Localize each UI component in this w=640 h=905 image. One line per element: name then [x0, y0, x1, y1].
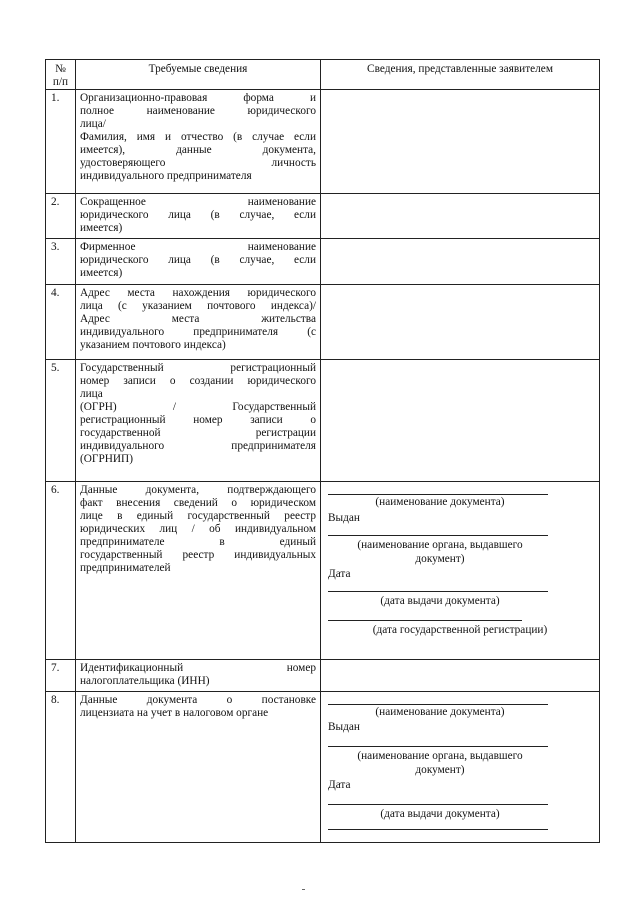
table-header-row [46, 60, 600, 90]
table-row [46, 482, 600, 660]
row-required-text [76, 692, 321, 843]
row-required-text [76, 360, 321, 482]
required-text-line: налогоплательщика (ИНН) [80, 675, 210, 687]
required-text-line: лицензиата на учет в налоговом органе [80, 707, 269, 719]
required-text-line: номер записи о создании юридического [80, 375, 316, 387]
required-text-line: государственный реестр индивидуальных [80, 549, 316, 561]
issue-date-line[interactable] [328, 591, 548, 592]
required-text-line: Адрес места жительства [80, 313, 316, 325]
table-row [46, 90, 600, 194]
row-number: 3. [46, 239, 76, 285]
date-label: Дата [328, 779, 351, 791]
required-text-line: удостоверяющего личность [80, 157, 316, 169]
required-text-line: лице в единый государственный реестр [80, 510, 316, 522]
row-answer-cell[interactable] [321, 660, 600, 692]
doc-name-line[interactable] [328, 704, 548, 705]
row-answer-cell[interactable] [321, 285, 600, 360]
required-text-line: юридического лица (в случае, если [80, 254, 316, 266]
issued-label: Выдан [328, 721, 360, 733]
required-text-line: Фамилия, имя и отчество (в случае если [80, 131, 316, 143]
required-text-line: индивидуального предпринимателя (с [80, 326, 316, 338]
required-text-line: регистрационный номер записи о [80, 414, 316, 426]
table-row [46, 194, 600, 239]
required-text-line: Организационно-правовая форма и [80, 92, 316, 104]
requirements-table [45, 59, 600, 843]
row-required-text [76, 482, 321, 660]
row-required-text [76, 90, 321, 194]
table-row [46, 360, 600, 482]
row-answer-cell[interactable] [321, 482, 600, 660]
required-text-line: Данные документа о постановке [80, 694, 316, 706]
issuer-caption-1: (наименование органа, выдавшего [357, 539, 523, 551]
row-number: 6. [46, 482, 76, 660]
registration-date-line[interactable] [328, 620, 522, 621]
issue-date-caption: (дата выдачи документа) [380, 808, 500, 820]
header-required-info: Требуемые сведения [76, 60, 321, 90]
doc-name-caption: (наименование документа) [375, 706, 505, 718]
row-required-text [76, 239, 321, 285]
required-text-line: предпринимателей [80, 562, 171, 574]
required-text-line: указанием почтового индекса) [80, 339, 226, 351]
required-text-line: имеется) [80, 222, 123, 234]
doc-name-line[interactable] [328, 494, 548, 495]
required-text-line: (ОГРН) / Государственный [80, 401, 316, 413]
row-answer-cell[interactable] [321, 239, 600, 285]
header-num-line1: № [55, 63, 66, 75]
issuer-line[interactable] [328, 535, 548, 536]
issue-date-line[interactable] [328, 804, 548, 805]
row-answer-cell[interactable] [321, 194, 600, 239]
required-text-line: (ОГРНИП) [80, 453, 133, 465]
required-text-line: предпринимателе в единый [80, 536, 316, 548]
required-text-line: факт внесения сведений о юридическом [80, 497, 316, 509]
extra-line[interactable] [328, 829, 548, 830]
table-row [46, 660, 600, 692]
required-text-line: лица/ [80, 118, 106, 130]
page-mark [302, 889, 305, 890]
issuer-line[interactable] [328, 746, 548, 747]
issue-date-caption: (дата выдачи документа) [380, 595, 500, 607]
required-text-line: Сокращенное наименование [80, 196, 316, 208]
required-text-line: Данные документа, подтверждающего [80, 484, 316, 496]
row-answer-cell[interactable] [321, 692, 600, 843]
row-number: 2. [46, 194, 76, 239]
issuer-caption-2: документ) [415, 553, 465, 565]
required-text-line: юридического лица (в случае, если [80, 209, 316, 221]
row-number: 1. [46, 90, 76, 194]
issued-label: Выдан [328, 512, 360, 524]
row-required-text [76, 660, 321, 692]
row-number: 5. [46, 360, 76, 482]
required-text-line: Фирменное наименование [80, 241, 316, 253]
required-text-line: лица [80, 388, 103, 400]
date-label: Дата [328, 568, 351, 580]
row-answer-cell[interactable] [321, 90, 600, 194]
required-text-line: имеется) [80, 267, 123, 279]
row-answer-cell[interactable] [321, 360, 600, 482]
doc-name-caption: (наименование документа) [375, 496, 505, 508]
header-provided-info: Сведения, представленные заявителем [321, 60, 600, 90]
table-body [46, 90, 600, 843]
row-number: 4. [46, 285, 76, 360]
required-text-line: индивидуального предпринимателя [80, 440, 316, 452]
header-num-line2: п/п [52, 76, 69, 88]
row-required-text [76, 194, 321, 239]
issuer-caption-1: (наименование органа, выдавшего [357, 750, 523, 762]
registration-date-caption: (дата государственной регистрации) [372, 624, 548, 636]
required-text-line: Идентификационный номер [80, 662, 316, 674]
row-required-text [76, 285, 321, 360]
required-text-line: юридических лиц / об индивидуальном [80, 523, 316, 535]
required-text-line: Адрес места нахождения юридического [80, 287, 316, 299]
required-text-line: лица (с указанием почтового индекса)/ [80, 300, 316, 312]
table-row [46, 692, 600, 843]
header-number [46, 60, 76, 90]
row-number: 8. [46, 692, 76, 843]
required-text-line: имеется), данные документа, [80, 144, 316, 156]
required-text-line: Государственный регистрационный [80, 362, 316, 374]
required-text-line: полное наименование юридического [80, 105, 316, 117]
issuer-caption-2: документ) [415, 764, 465, 776]
table-row [46, 239, 600, 285]
required-text-line: индивидуального предпринимателя [80, 170, 252, 182]
table-row [46, 285, 600, 360]
required-text-line: государственной регистрации [80, 427, 316, 439]
row-number: 7. [46, 660, 76, 692]
